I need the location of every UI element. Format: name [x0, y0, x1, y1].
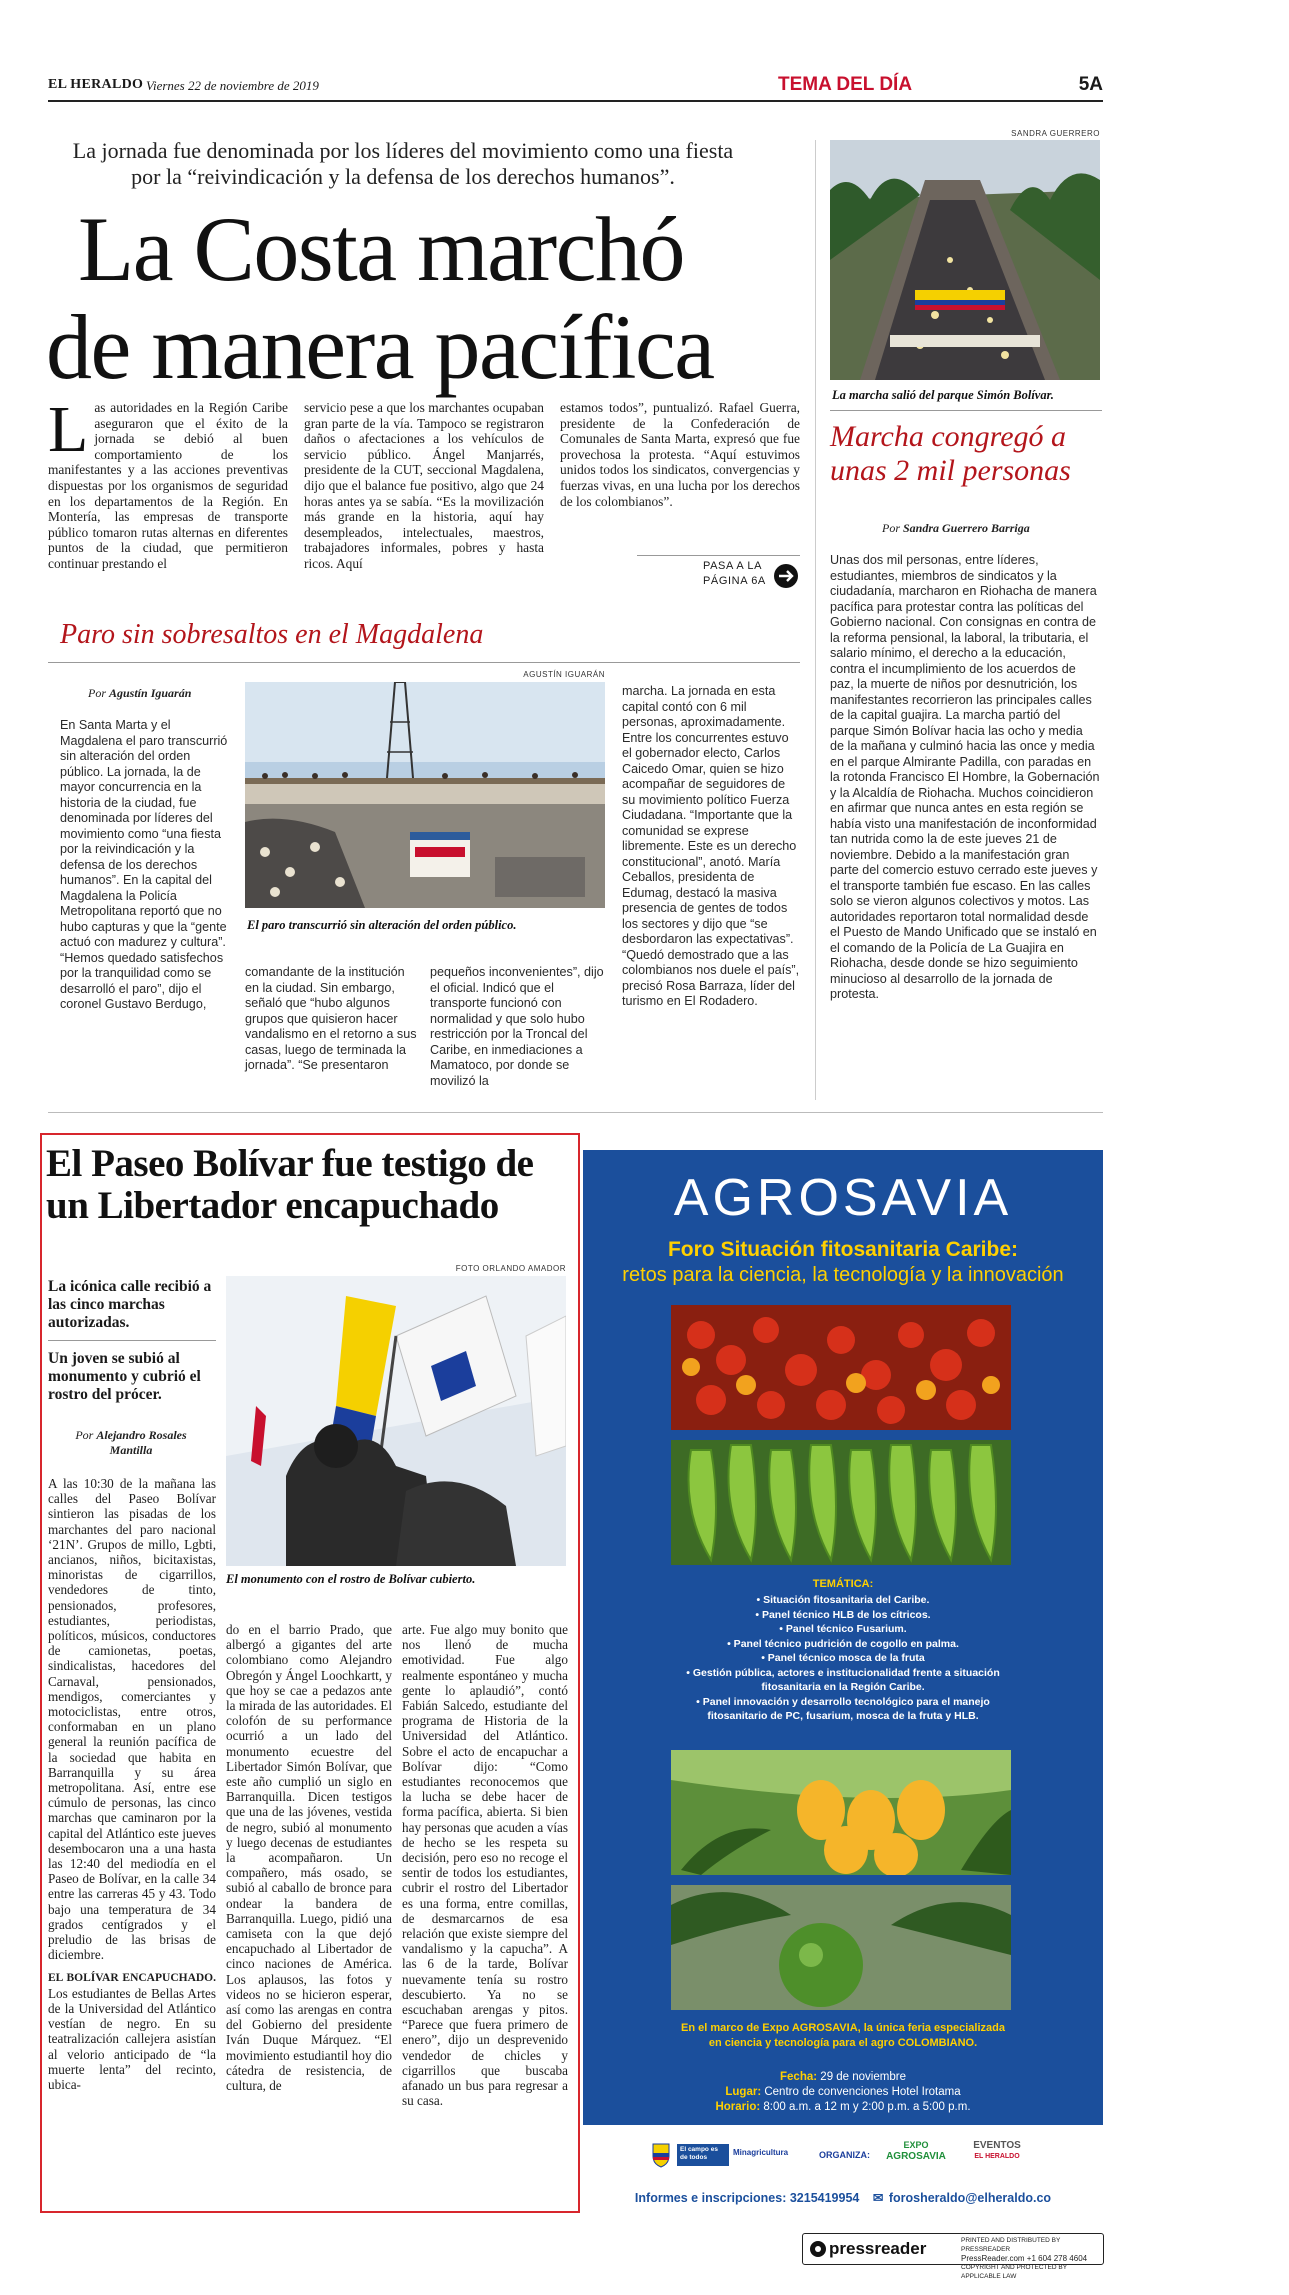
bolivar-subhead: EL BOLÍVAR ENCAPUCHADO. [48, 1971, 216, 1984]
expo-line-1: En el marco de Expo AGROSAVIA, la única feria especializada [680, 2022, 1005, 2034]
eventos-logo-text: EL HERALDO [974, 2153, 1020, 2160]
info-label: Informes e inscripciones: [634, 2191, 787, 2205]
magdalena-march-photo [245, 682, 605, 908]
jump-link[interactable] [637, 555, 800, 591]
pressreader-brand: pressreader [829, 2239, 927, 2258]
bolivar-col-3: arte. Fue algo muy bonito que nos llenó de mucha emotividad. Fue algo realmente espontáneo y mucha gente lo aplaudió”, contó Fabián Salcedo, estudiante del programa de Historia de la Universidad del Atlántico. Sobre el acto de encapuchar a Bolívar dijo: “Como estudiantes reconocemos que la lucha se debe hacer de forma pacífica, abierta. Si bien hay personas que acuden a vías de hecho se les respeta su decisión, pero eso no recoge el sentir de todos los estudiantes, cubrir el rostro del Libertador es una forma, entre comillas, de desmarcarnos de esa relación que existe siempre del vandalismo y la capucha”. A las 6 de la tarde, Bolívar nuevamente tenía su rostro descubierto. Ya no se escuchaban arengas y pitos. “Parece que fuera primero de enero”, dijo un desprevenido vendedor de chicles y cigarrillos que buscaba afanado un bus para regresar a su casa. [402, 1622, 568, 2109]
arrow-right-circle-icon[interactable] [773, 563, 799, 589]
palm-fruit-photo [671, 1305, 1011, 1430]
bolivar-byline-prefix: Por [75, 1428, 94, 1442]
fecha-value: 29 de noviembre [820, 2071, 906, 2083]
lead-col-1 [48, 393, 288, 572]
ad-title: Foro Situación fitosanitaria Caribe: [667, 1238, 1019, 1261]
tematica-list [673, 1593, 1013, 1724]
page-number: 5A [1078, 74, 1103, 95]
riohacha-byline-name: Sandra Guerrero Barriga [903, 521, 1030, 535]
ad-subtitle: retos para la ciencia, la tecnología y la innovación [622, 1264, 1064, 1286]
bolivar-summary-1: La icónica calle recibió a las cinco marchas autorizadas. [48, 1278, 216, 1341]
bolivar-photo-credit: FOTO ORLANDO AMADOR [455, 1264, 566, 1273]
ad-contact [583, 2190, 1103, 2205]
riohacha-caption: La marcha salió del parque Simón Bolívar. [832, 388, 1054, 402]
riohacha-rule [830, 410, 1102, 411]
horarios-label: Horario: [715, 2101, 761, 2113]
eventos-logo-top: EVENTOS [973, 2140, 1021, 2151]
magdalena-photo-credit: AGUSTÍN IGUARÁN [523, 670, 605, 679]
masthead: EL HERALDO [48, 77, 144, 92]
magdalena-col-2: comandante de la institución en la ciudad. Sin embargo, señaló que “hubo algunos grupos que quisieron hacer vandalismo en el retorno a sus casas, luego de terminada la jornada”. “Se presentaron [245, 965, 417, 1072]
tematica-item: • Gestión pública, actores e institucionalidad frente a situación fitosanitaria en la Región Caribe. [686, 1666, 1000, 1693]
issue-date: Viernes 22 de noviembre de 2019 [146, 78, 319, 93]
tematica-item: • Panel innovación y desarrollo tecnológico para el manejo fitosanitario de PC, fusarium, mosca de la fruta y HLB. [696, 1695, 990, 1722]
lead-col-1-text: as autoridades en la Región Caribe aseguraron que el éxito de la jornada se debió al buen comportamiento de los manifestantes y a las acciones preventivas dispuestas por los organismos de seguridad en los departamentos de la Región. En Montería, las empresas de transporte público tomaron rutas alternas en diferentes puntos de la ciudad, que permitieron continuar prestando el [48, 400, 288, 571]
lugar-value: Centro de convenciones Hotel Irotama [764, 2086, 961, 2098]
printed-line-1: PRINTED AND DISTRIBUTED BY PRESSREADER [961, 2237, 1061, 2253]
magdalena-caption: El paro transcurrió sin alteración del orden público. [247, 918, 517, 932]
lead-headline [46, 200, 806, 396]
tematica-item: • Panel técnico HLB de los cítricos. [755, 1608, 931, 1621]
section-divider [48, 1112, 1103, 1113]
bolivar-col-2: do en el barrio Prado, que albergó a gigantes del arte colombiano como Alejandro Obregón y Ángel Loochkartt, y que hoy se cae a pedazos ante la mirada de las autoridades. El colofón de su performance ocurrió a un lado del monumento ecuestre del Libertador Simón Bolívar, que este año cumplió un siglo en Barranquilla. Dicen testigos que una de las jóvenes, vestida de negro, subió al monumento y luego decenas de estudiantes la acompañaron. Un compañero, más osado, se subió al caballo de bronce para ondear la bandera de Barranquilla. Luego, pidió una camiseta con la que dejó encapuchado al Libertador de cinco naciones de América. Los aplausos, las fotos y videos no se hicieron esperar, así como las arengas en contra del Gobierno del presidente Iván Duque Márquez. “El movimiento estudiantil hoy dio cátedra de resistencia, de cultura, de [226, 1622, 392, 2094]
bolivar-col-1-text: A las 10:30 de la mañana las calles del Paseo Bolívar sintieron las pisadas de los marchantes del paro nacional ‘21N’. Grupos de millo, Lgbti, ancianos, niños, bicitaxistas, minoristas de cigarrillos, vendedores de tinto, pensionados, profesores, estudiantes, periodistas, políticos, músicos, conductores de camionetas, poetas, sindicalistas, hacedores del Carnaval, pensionados, mendigos, comerciantes y motociclistas, entre otros, conformaban en un plano general la reunión pacífica de la sociedad que habita en Barranquilla y su área metropolitana. Así, entre ese cúmulo de personas, las cinco marchas que caminaron por la capital del Atlántico este jueves desembocaron una a una hasta las 12:40 del mediodía en el Paseo de Bolívar, en la calle 34 entre las carreras 45 y 43. Todo bajo una temperatura de 34 grados centígrados y el preludio de las brisas de diciembre. [48, 1476, 216, 1963]
column-divider [815, 140, 816, 1100]
lead-headline-line2: de manera pacífica [46, 296, 714, 398]
magdalena-col-1: En Santa Marta y el Magdalena el paro transcurrió sin alteración del orden público. La jornada, la de mayor concurrencia en la historia de la ciudad, fue denominada por líderes del movimiento como “una fiesta por la reivindicación y la defensa de los derechos humanos”. En la capital del Magdalena la Policía Metropolitana reportó que no hubo capturas y que la “gente actuó con madurez y cultura”. “Hemos quedado satisfechos por la tranquilidad como se desarrolló el paro”, dijo el coronel Gustavo Berdugo, [60, 718, 228, 1011]
campo-logo [651, 2140, 801, 2170]
printed-line-2: PressReader.com +1 604 278 4604 [961, 2254, 1088, 2263]
expo-logo-top: EXPO [903, 2140, 929, 2150]
tematica-title: TEMÁTICA: [812, 1578, 874, 1590]
lead-headline-line1: La Costa marchó [78, 198, 684, 300]
header-rule [48, 100, 1103, 102]
bolivar-monument-photo [226, 1276, 566, 1566]
magdalena-byline [88, 686, 248, 701]
info-email[interactable]: forosheraldo@elheraldo.co [888, 2191, 1052, 2205]
riohacha-headline: Marcha congregó a unas 2 mil personas [830, 420, 1071, 487]
magdalena-col-3: pequeños inconvenientes”, dijo el oficial. Indicó que el transporte funcionó con normalidad y que solo hubo restricción por la Troncal del Caribe, en inmediaciones a Mamatoco, por donde se movilizó la [430, 965, 604, 1088]
mango-photo [671, 1750, 1011, 1875]
colombia-shield-icon [651, 2142, 671, 2168]
magdalena-rule [48, 662, 800, 663]
bolivar-byline-name: Alejandro Rosales Mantilla [96, 1428, 187, 1457]
bolivar-col-1 [48, 1476, 216, 2092]
pressreader-footer[interactable] [802, 2233, 1104, 2280]
pressreader-logo-icon [809, 2240, 827, 2258]
pressreader-credits [961, 2236, 1101, 2281]
organiza-label: ORGANIZA: [819, 2150, 870, 2160]
expo-line-2: en ciencia y tecnología para el agro COLOMBIANO. [708, 2037, 978, 2049]
bolivar-caption: El monumento con el rostro de Bolívar cubierto. [226, 1572, 476, 1586]
expo-logo-text: AGROSAVIA [886, 2151, 946, 2162]
lugar-label: Lugar: [725, 2086, 762, 2098]
bolivar-byline [56, 1428, 206, 1458]
sponsor-logos [651, 2140, 1051, 2174]
minagricultura-text: Minagricultura [733, 2148, 789, 2157]
jump-text-1: PASA A LA [703, 560, 763, 572]
bolivar-col-1-tail: Los estudiantes de Bellas Artes de la Universidad del Atlántico vestían de negro. En su teatralización callejera asistían al velorio anticipado de “la muerte lenta” del recinto, ubica- [48, 1985, 216, 2092]
agrosavia-ad[interactable] [583, 1150, 1103, 2215]
section-label: TEMA DEL DÍA [778, 74, 913, 95]
lead-col-2: servicio pese a que los marchantes ocupaban gran parte de la vía. Tampoco se registraron daños o afectaciones a los vehículos de servicio público. Ángel Manjarrés, presidente de la CUT, seccional Magdalena, dijo que el balance fue positivo, algo que 24 horas antes ya se sabía. “Es la movilización más grande en la historia, aquí hay desempleados, intelectuales, maestros, trabajadores informales, pobres y hasta ricos. Aquí [304, 400, 544, 571]
tematica-item: • Situación fitosanitaria del Caribe. [756, 1594, 930, 1606]
event-details [583, 2070, 1103, 2115]
riohacha-byline [882, 521, 1102, 536]
magdalena-byline-prefix: Por [88, 686, 106, 700]
jump-text-2: PÁGINA 6A [703, 575, 766, 587]
tematica-item: • Panel técnico pudrición de cogollo en palma. [727, 1637, 959, 1650]
riohacha-body: Unas dos mil personas, entre líderes, estudiantes, miembros de sindicatos y la ciudadanía, marcharon en Riohacha de manera pacífica para protestar contra las políticas del Gobierno nacional. Con consignas en contra de la reforma pensional, la laboral, la tributaria, el salario mínimo, el derecho a la educación, contra el incumplimiento de los acuerdos de paz, la muerte de niños por desnutrición, los manifestantes recorrieron las principales calles de la capital guajira. La marcha partió del parque Simón Bolívar hacia las ocho y media de la mañana y culminó hacia las once y media en el parque Almirante Padilla, con paradas en la rotonda Francisco El Hombre, la Gobernación y la Alcaldía de Riohacha. Muchos coincidieron en afirmar que nunca antes en esta región se había visto una manifestación de inconformidad tan nutrida como la de este jueves 21 de noviembre. Debido a la manifestación gran parte del comercio estuvo cerrado este jueves y el transporte también fue escaso. En las calles solo se vieron algunos colectivos y motos. Las autoridades reportaron total normalidad desde el Puesto de Mando Unificado que se instaló en el comando de la Policía de La Guajira en Riohacha, desde donde se hizo seguimiento minucioso al desarrollo de la jornada de protesta. [830, 553, 1100, 1001]
page-header [48, 73, 1103, 99]
riohacha-photo-credit: SANDRA GUERRERO [1011, 129, 1100, 138]
magdalena-byline-name: Agustín Iguarán [109, 686, 192, 700]
ad-brand: AGROSAVIA [673, 1169, 1013, 1227]
dropcap: L [48, 393, 89, 466]
horarios-value: 8:00 a.m. a 12 m y 2:00 p.m. a 5:00 p.m. [763, 2101, 971, 2113]
printed-line-3: COPYRIGHT AND PROTECTED BY APPLICABLE LAW [961, 2264, 1067, 2280]
lead-col-3: estamos todos”, puntualizó. Rafael Guerra, presidente de la Confederación de Comunales de Santa Marta, expresó que fue provechosa la protesta. “Aquí estuvimos unidos todos los sindicatos, convergencias y fuerzas vivas, en una lucha por los derechos de los colombianos”. [560, 400, 800, 509]
banana-photo [671, 1440, 1011, 1565]
tematica-item: • Panel técnico mosca de la fruta [761, 1652, 925, 1664]
magdalena-col-4: marcha. La jornada en esta capital contó con 6 mil personas, aproximadamente. Entre los concurrentes estuvo el gobernador electo, Carlos Caicedo Omar, quien se hizo acompañar de seguidores de su movimiento político Fuerza Ciudadana. “Importante que la comunidad se exprese libremente. Este es un derecho constitucional”, anotó. María Ceballos, presidenta de Edumag, destacó la masiva presencia de gentes de todos los sectores y dijo que “se desbordaron las expectativas”. “Quedó demostrado que a las colombianos nos duele el país”, precisó Rosa Barraza, líder del turismo en El Rodadero. [622, 684, 800, 1008]
eventos-heraldo-logo [957, 2140, 1037, 2162]
expo-agrosavia-logo [881, 2140, 951, 2162]
mail-icon: ✉ [872, 2191, 884, 2205]
lime-photo [671, 1885, 1011, 2010]
fecha-label: Fecha: [780, 2071, 818, 2083]
riohacha-march-photo [830, 140, 1100, 380]
tematica-item: • Panel técnico Fusarium. [779, 1623, 907, 1635]
lead-deck: La jornada fue denominada por los líderes del movimiento como una fiesta por la “reivindicación y la defensa de los derechos humanos”. [72, 138, 734, 189]
magdalena-headline: Paro sin sobresaltos en el Magdalena [60, 619, 484, 650]
bolivar-summary-2: Un joven se subió al monumento y cubrió el rostro del prócer. [48, 1350, 201, 1403]
campo-logo-text: El campo es de todos [677, 2144, 729, 2166]
bolivar-headline: El Paseo Bolívar fue testigo de un Libertador encapuchado [46, 1142, 534, 1227]
info-phone[interactable]: 3215419954 [789, 2191, 860, 2205]
riohacha-byline-prefix: Por [882, 521, 900, 535]
